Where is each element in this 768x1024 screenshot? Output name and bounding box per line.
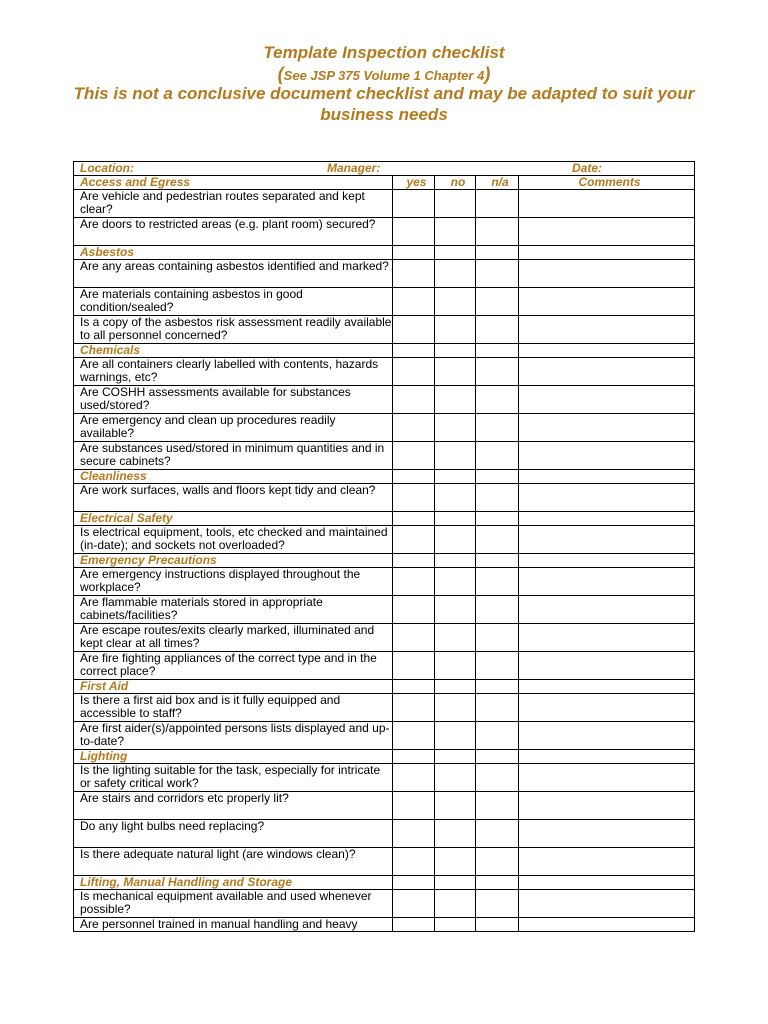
na-cell[interactable] — [476, 848, 519, 876]
yes-cell[interactable] — [393, 890, 435, 918]
no-cell[interactable] — [435, 764, 476, 792]
question-text: Are flammable materials stored in appropriate cabinets/facilities? — [74, 596, 393, 624]
question-row — [74, 260, 695, 288]
na-cell[interactable] — [476, 260, 519, 288]
question-row — [74, 722, 695, 750]
question-text: Are COSHH assessments available for substances used/stored? — [74, 386, 393, 414]
yes-cell[interactable] — [393, 764, 435, 792]
no-cell[interactable] — [435, 344, 476, 358]
comments-cell[interactable] — [519, 750, 695, 764]
na-cell[interactable] — [476, 792, 519, 820]
no-cell[interactable] — [435, 316, 476, 344]
comments-cell[interactable] — [519, 386, 695, 414]
reference-close-paren: ) — [484, 64, 491, 84]
section-header-row — [74, 246, 695, 260]
question-row — [74, 764, 695, 792]
section-title: Emergency Precautions — [74, 554, 393, 568]
question-text: Are fire fighting appliances of the correct type and in the correct place? — [74, 652, 393, 680]
na-cell[interactable] — [476, 358, 519, 386]
yes-cell[interactable] — [393, 442, 435, 470]
yes-cell[interactable] — [393, 316, 435, 344]
section-header-row — [74, 470, 695, 484]
no-cell[interactable] — [435, 652, 476, 680]
question-row — [74, 918, 695, 932]
comments-cell[interactable] — [519, 820, 695, 848]
no-cell[interactable] — [435, 680, 476, 694]
yes-cell[interactable] — [393, 218, 435, 246]
na-cell[interactable] — [476, 652, 519, 680]
section-header-row — [74, 176, 695, 190]
comments-cell[interactable] — [519, 596, 695, 624]
question-row — [74, 414, 695, 442]
question-row — [74, 820, 695, 848]
question-row — [74, 526, 695, 554]
na-cell[interactable] — [476, 288, 519, 316]
checklist-table — [73, 161, 695, 932]
reference-note — [0, 64, 768, 85]
no-cell[interactable] — [435, 470, 476, 484]
na-cell[interactable] — [476, 344, 519, 358]
no-cell[interactable] — [435, 218, 476, 246]
na-cell[interactable] — [476, 526, 519, 554]
na-cell[interactable] — [476, 442, 519, 470]
na-cell[interactable] — [476, 680, 519, 694]
question-text: Are emergency instructions displayed throughout the workplace? — [74, 568, 393, 596]
comments-cell[interactable] — [519, 554, 695, 568]
question-row — [74, 316, 695, 344]
yes-cell[interactable] — [393, 260, 435, 288]
comments-cell[interactable] — [519, 624, 695, 652]
question-row — [74, 596, 695, 624]
na-cell[interactable] — [476, 484, 519, 512]
na-cell[interactable] — [476, 190, 519, 218]
question-text: Is there a first aid box and is it fully equipped and accessible to staff? — [74, 694, 393, 722]
section-header-row — [74, 554, 695, 568]
comments-cell[interactable] — [519, 680, 695, 694]
comments-cell[interactable] — [519, 764, 695, 792]
yes-cell[interactable] — [393, 624, 435, 652]
na-cell[interactable] — [476, 470, 519, 484]
na-cell[interactable] — [476, 218, 519, 246]
comments-cell[interactable] — [519, 568, 695, 596]
yes-cell[interactable] — [393, 694, 435, 722]
comments-cell[interactable] — [519, 190, 695, 218]
question-text: Is electrical equipment, tools, etc checked and maintained (in-date); and sockets not overloaded? — [74, 526, 393, 554]
no-cell[interactable] — [435, 442, 476, 470]
comments-cell[interactable] — [519, 414, 695, 442]
comments-cell[interactable] — [519, 260, 695, 288]
yes-cell[interactable] — [393, 792, 435, 820]
no-cell[interactable] — [435, 750, 476, 764]
yes-cell[interactable] — [393, 484, 435, 512]
comments-cell[interactable] — [519, 848, 695, 876]
no-cell[interactable] — [435, 792, 476, 820]
no-cell[interactable] — [435, 260, 476, 288]
question-row — [74, 624, 695, 652]
reference-open-paren: ( — [277, 64, 284, 84]
section-header-row — [74, 680, 695, 694]
question-text: Are substances used/stored in minimum quantities and in secure cabinets? — [74, 442, 393, 470]
comments-column-header: Comments — [519, 176, 695, 190]
yes-column-header: yes — [393, 176, 435, 190]
section-header-row — [74, 750, 695, 764]
na-cell[interactable] — [476, 624, 519, 652]
question-text: Is mechanical equipment available and used whenever possible? — [74, 890, 393, 918]
na-column-header: n/a — [476, 176, 519, 190]
no-cell[interactable] — [435, 288, 476, 316]
yes-cell[interactable] — [393, 876, 435, 890]
yes-cell[interactable] — [393, 596, 435, 624]
section-title: Lifting, Manual Handling and Storage — [74, 876, 393, 890]
question-text: Are personnel trained in manual handling and heavy — [74, 918, 393, 932]
question-text: Are work surfaces, walls and floors kept tidy and clean? — [74, 484, 393, 512]
reference-text: See JSP 375 Volume 1 Chapter 4 — [283, 68, 485, 83]
question-text: Are doors to restricted areas (e.g. plant room) secured? — [74, 218, 393, 246]
na-cell[interactable] — [476, 512, 519, 526]
no-cell[interactable] — [435, 624, 476, 652]
comments-cell[interactable] — [519, 344, 695, 358]
comments-cell[interactable] — [519, 246, 695, 260]
yes-cell[interactable] — [393, 190, 435, 218]
na-cell[interactable] — [476, 890, 519, 918]
question-text: Are vehicle and pedestrian routes separated and kept clear? — [74, 190, 393, 218]
no-cell[interactable] — [435, 246, 476, 260]
question-row — [74, 358, 695, 386]
comments-cell[interactable] — [519, 484, 695, 512]
no-cell[interactable] — [435, 512, 476, 526]
question-row — [74, 694, 695, 722]
na-cell[interactable] — [476, 414, 519, 442]
section-title: Access and Egress — [74, 176, 393, 190]
question-row — [74, 190, 695, 218]
yes-cell[interactable] — [393, 344, 435, 358]
disclaimer — [0, 83, 768, 125]
no-cell[interactable] — [435, 918, 476, 932]
yes-cell[interactable] — [393, 680, 435, 694]
no-cell[interactable] — [435, 386, 476, 414]
comments-cell[interactable] — [519, 442, 695, 470]
no-cell[interactable] — [435, 694, 476, 722]
na-cell[interactable] — [476, 876, 519, 890]
section-header-row — [74, 344, 695, 358]
no-cell[interactable] — [435, 526, 476, 554]
yes-cell[interactable] — [393, 848, 435, 876]
yes-cell[interactable] — [393, 414, 435, 442]
manager-label: Manager: — [327, 161, 381, 175]
no-cell[interactable] — [435, 358, 476, 386]
no-cell[interactable] — [435, 848, 476, 876]
no-cell[interactable] — [435, 722, 476, 750]
question-row — [74, 792, 695, 820]
no-cell[interactable] — [435, 414, 476, 442]
na-cell[interactable] — [476, 554, 519, 568]
question-row — [74, 484, 695, 512]
comments-cell[interactable] — [519, 526, 695, 554]
no-cell[interactable] — [435, 484, 476, 512]
comments-cell[interactable] — [519, 918, 695, 932]
na-cell[interactable] — [476, 918, 519, 932]
yes-cell[interactable] — [393, 554, 435, 568]
section-header-row — [74, 876, 695, 890]
na-cell[interactable] — [476, 568, 519, 596]
comments-cell[interactable] — [519, 288, 695, 316]
date-label: Date: — [572, 161, 603, 175]
question-text: Are all containers clearly labelled with contents, hazards warnings, etc? — [74, 358, 393, 386]
disclaimer-text: This is not a conclusive document checklist and may be adapted to suit your business needs — [73, 84, 695, 124]
question-text: Is there adequate natural light (are windows clean)? — [74, 848, 393, 876]
question-text: Are emergency and clean up procedures readily available? — [74, 414, 393, 442]
location-row — [74, 162, 695, 176]
section-header-row — [74, 512, 695, 526]
comments-cell[interactable] — [519, 722, 695, 750]
yes-cell[interactable] — [393, 512, 435, 526]
question-row — [74, 848, 695, 876]
na-cell[interactable] — [476, 764, 519, 792]
section-title: Cleanliness — [74, 470, 393, 484]
yes-cell[interactable] — [393, 722, 435, 750]
comments-cell[interactable] — [519, 694, 695, 722]
yes-cell[interactable] — [393, 358, 435, 386]
comments-cell[interactable] — [519, 652, 695, 680]
no-cell[interactable] — [435, 568, 476, 596]
section-title: Chemicals — [74, 344, 393, 358]
question-text: Are stairs and corridors etc properly lit? — [74, 792, 393, 820]
question-row — [74, 568, 695, 596]
no-cell[interactable] — [435, 554, 476, 568]
na-cell[interactable] — [476, 316, 519, 344]
no-cell[interactable] — [435, 596, 476, 624]
question-text: Is a copy of the asbestos risk assessment readily available to all personnel concerned? — [74, 316, 393, 344]
comments-cell[interactable] — [519, 792, 695, 820]
comments-cell[interactable] — [519, 470, 695, 484]
question-text: Do any light bulbs need replacing? — [74, 820, 393, 848]
question-text: Are first aider(s)/appointed persons lists displayed and up-to-date? — [74, 722, 393, 750]
section-title: First Aid — [74, 680, 393, 694]
na-cell[interactable] — [476, 694, 519, 722]
question-row — [74, 288, 695, 316]
section-title: Asbestos — [74, 246, 393, 260]
no-cell[interactable] — [435, 890, 476, 918]
yes-cell[interactable] — [393, 918, 435, 932]
question-row — [74, 386, 695, 414]
na-cell[interactable] — [476, 386, 519, 414]
yes-cell[interactable] — [393, 652, 435, 680]
no-cell[interactable] — [435, 820, 476, 848]
section-title: Electrical Safety — [74, 512, 393, 526]
yes-cell[interactable] — [393, 568, 435, 596]
document-title: Template Inspection checklist — [263, 43, 505, 62]
question-text: Are escape routes/exits clearly marked, illuminated and kept clear at all times? — [74, 624, 393, 652]
question-text: Are any areas containing asbestos identified and marked? — [74, 260, 393, 288]
question-text: Is the lighting suitable for the task, especially for intricate or safety critical work? — [74, 764, 393, 792]
comments-cell[interactable] — [519, 316, 695, 344]
comments-cell[interactable] — [519, 890, 695, 918]
comments-cell[interactable] — [519, 358, 695, 386]
question-row — [74, 652, 695, 680]
yes-cell[interactable] — [393, 526, 435, 554]
na-cell[interactable] — [476, 750, 519, 764]
yes-cell[interactable] — [393, 386, 435, 414]
na-cell[interactable] — [476, 596, 519, 624]
question-row — [74, 442, 695, 470]
no-cell[interactable] — [435, 876, 476, 890]
no-cell[interactable] — [435, 190, 476, 218]
question-row — [74, 218, 695, 246]
comments-cell[interactable] — [519, 218, 695, 246]
yes-cell[interactable] — [393, 246, 435, 260]
location-label: Location: — [80, 161, 134, 175]
comments-cell[interactable] — [519, 876, 695, 890]
question-text: Are materials containing asbestos in good condition/sealed? — [74, 288, 393, 316]
na-cell[interactable] — [476, 246, 519, 260]
no-column-header: no — [435, 176, 476, 190]
comments-cell[interactable] — [519, 512, 695, 526]
yes-cell[interactable] — [393, 288, 435, 316]
na-cell[interactable] — [476, 820, 519, 848]
yes-cell[interactable] — [393, 750, 435, 764]
na-cell[interactable] — [476, 722, 519, 750]
yes-cell[interactable] — [393, 470, 435, 484]
yes-cell[interactable] — [393, 820, 435, 848]
question-row — [74, 890, 695, 918]
section-title: Lighting — [74, 750, 393, 764]
